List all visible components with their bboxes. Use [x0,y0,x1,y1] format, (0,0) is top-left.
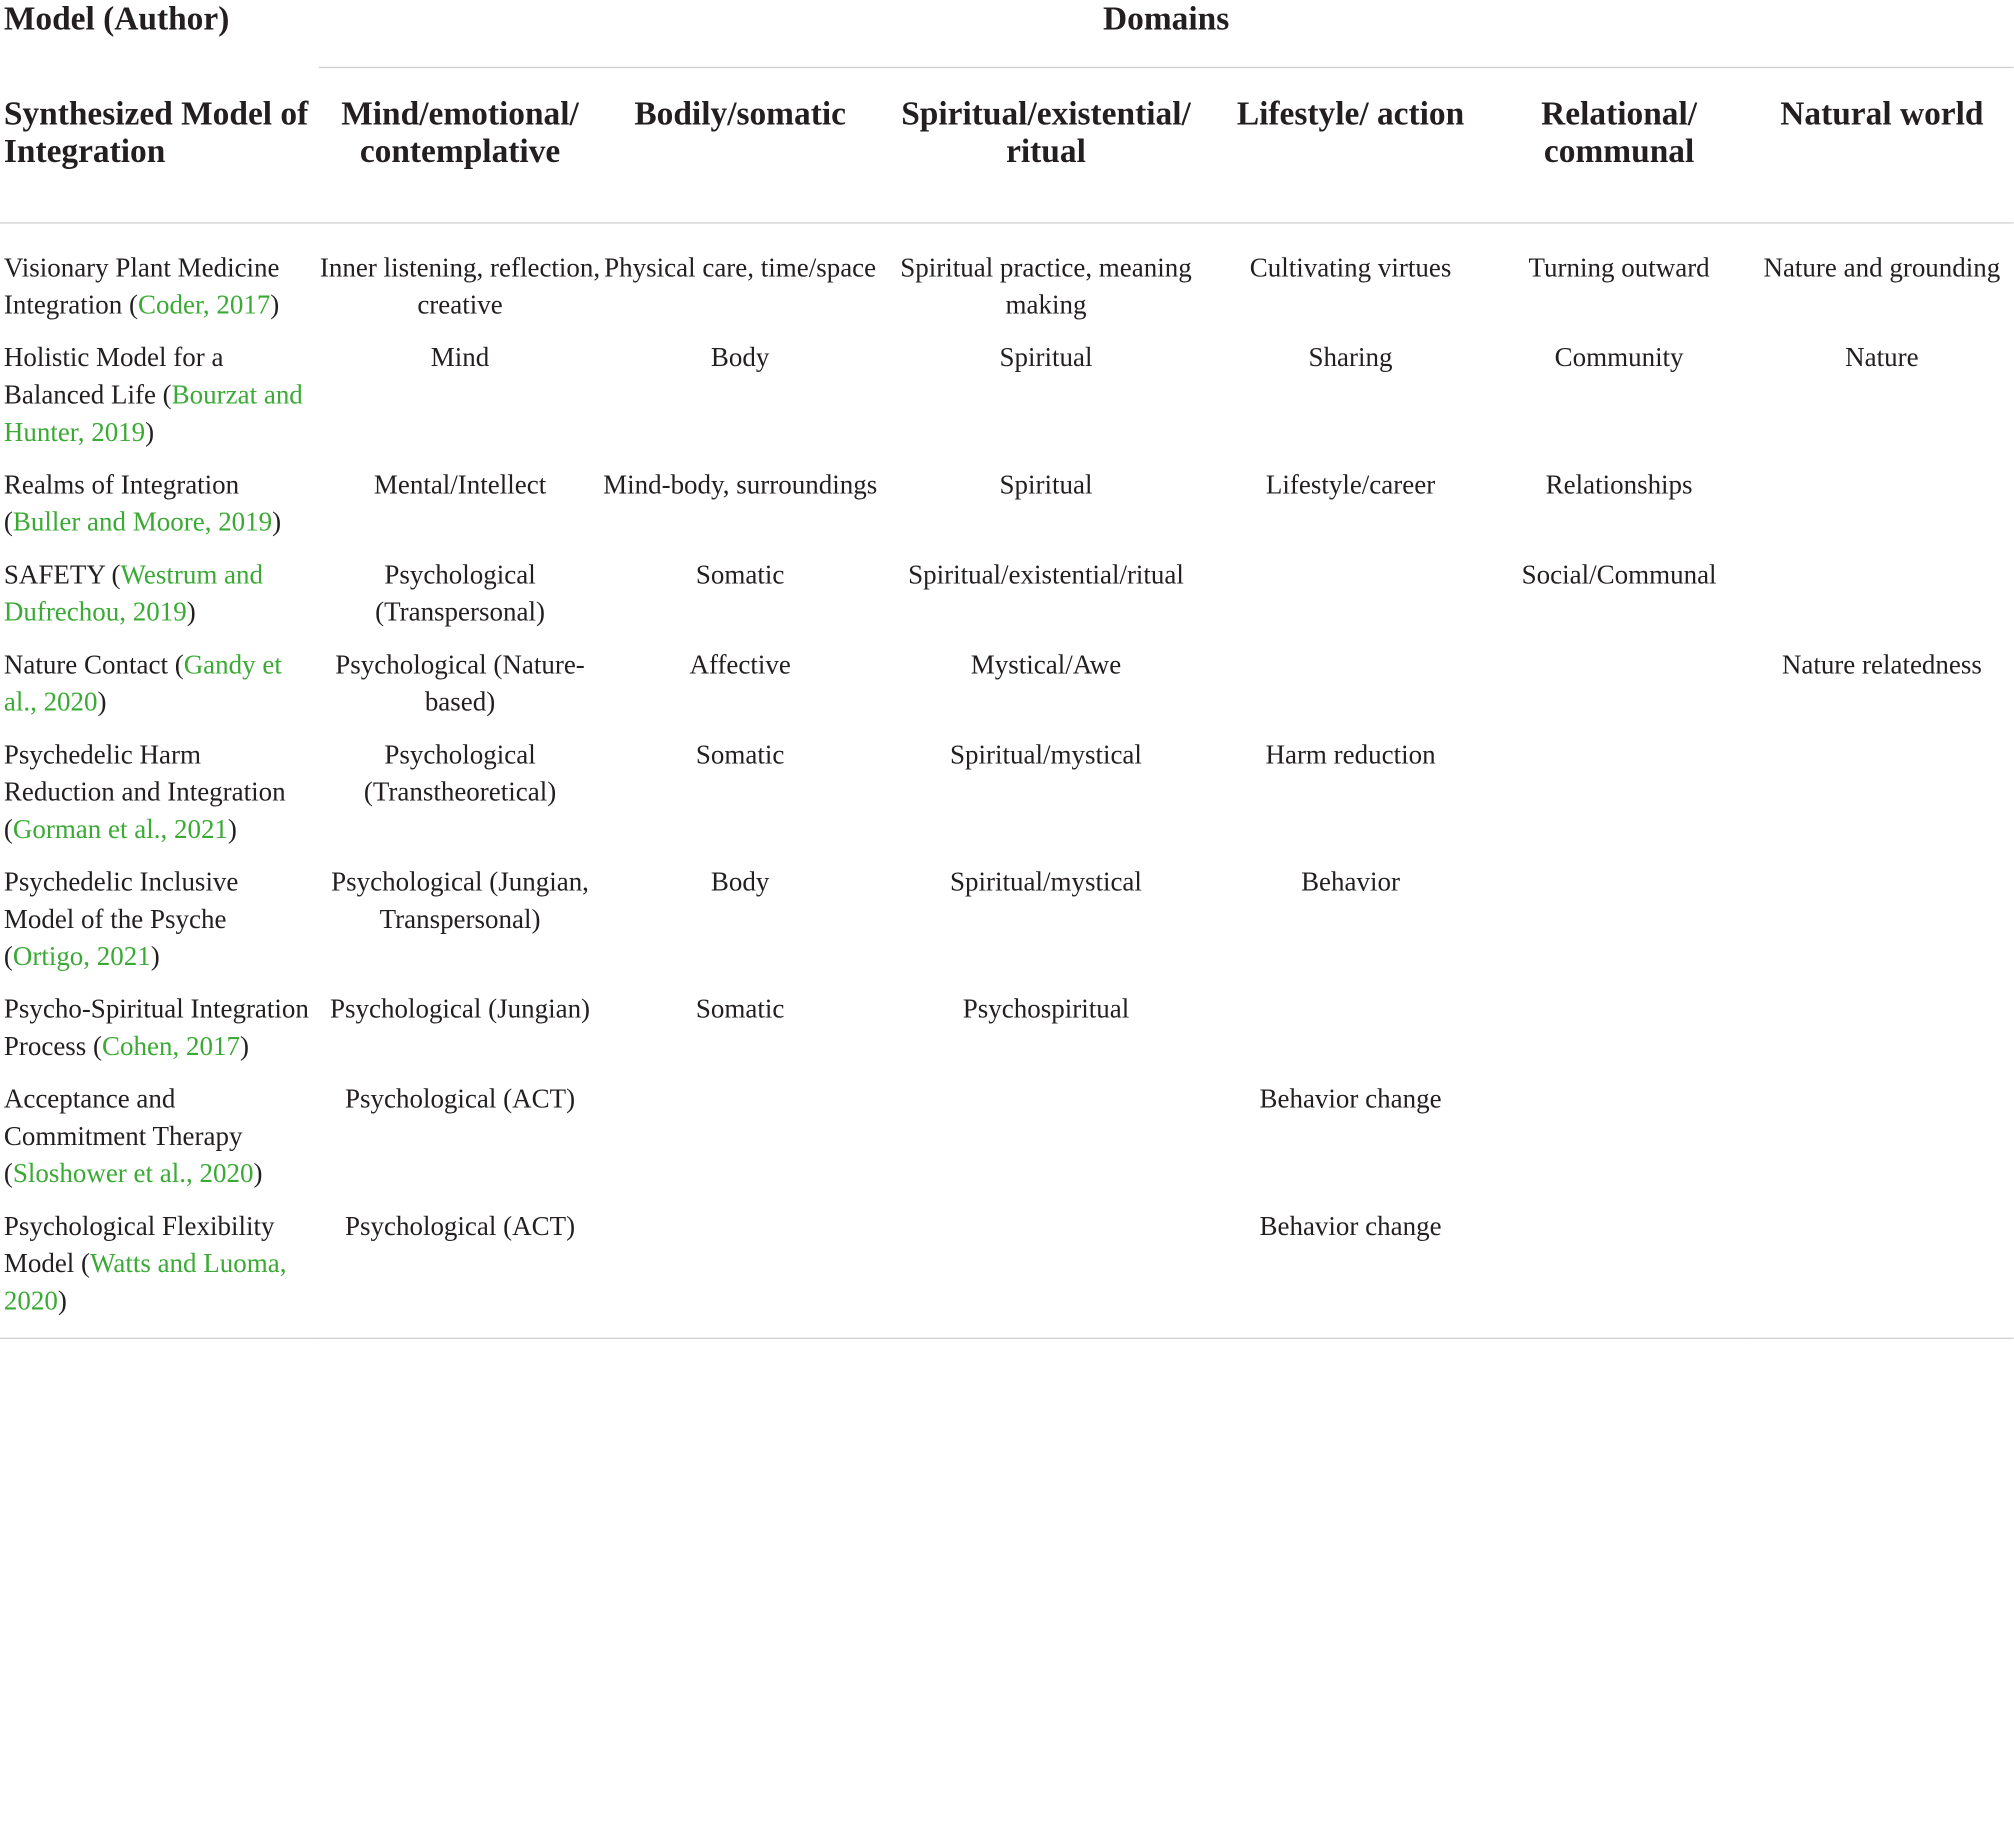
column-heading-relational: Relational/ communal [1488,67,1750,222]
cell-natural-world [1750,466,2013,556]
cell-mind: Psychological (ACT) [319,1208,602,1338]
citation-link[interactable]: Gorman et al., 2021 [12,813,228,845]
cell-spiritual [879,1208,1213,1338]
cell-natural-world [1750,991,2013,1081]
cell-relational: Social/Communal [1521,558,1717,590]
citation-link[interactable]: Bourzat and Hunter, 2019 [3,379,303,448]
cell-mind: Mental/Intellect [373,469,547,500]
cell-relational [1488,864,1750,991]
cell-lifestyle: Sharing [1308,341,1393,373]
model-name: SAFETY ( [3,558,121,590]
model-name: Realms of Integration ( [3,469,240,538]
cell-natural-world: Nature relatedness [1781,648,1982,680]
model-name-cell [0,736,319,863]
cell-spiritual: Psychospiritual [962,993,1130,1025]
cell-spiritual: Mystical/Awe [970,648,1122,680]
table-row [0,646,2014,736]
cell-spiritual: Spiritual/mystical [950,866,1142,897]
cell-bodily: Physical care, time/space [604,251,877,283]
cell-bodily: Somatic [695,738,785,770]
close-paren: ) [239,1030,249,1062]
cell-lifestyle: Behavior change [1213,1208,1488,1338]
cell-mind: Mind [430,341,490,373]
cell-natural-world [1750,1081,2013,1208]
model-name: Acceptance and Commitment Therapy ( [3,1083,243,1189]
cell-mind: Psychological (Jungian, Transpersonal) [331,866,589,935]
cell-relational [1488,1208,1750,1338]
table-row [0,1081,2014,1208]
table-row [0,339,2014,466]
cell-relational [1488,991,1750,1081]
table-header [0,0,2014,223]
cell-lifestyle: Lifestyle/career [1265,469,1436,500]
table-row [0,466,2014,556]
cell-bodily [601,1208,879,1338]
cell-lifestyle [1213,646,1488,736]
cell-bodily [601,1081,879,1208]
close-paren: ) [272,506,282,538]
cell-spiritual [879,1081,1213,1208]
model-name-cell [0,223,319,339]
model-name-cell [0,556,319,646]
model-name-cell [0,991,319,1081]
cell-relational [1488,646,1750,736]
close-paren: ) [227,813,237,845]
cell-relational: Relationships [1545,469,1693,500]
citation-link[interactable]: Gandy et al., 2020 [3,648,282,718]
cell-bodily: Body [710,866,770,897]
table-row [0,991,2014,1081]
cell-spiritual: Spiritual/mystical [950,738,1142,770]
citation-link[interactable]: Coder, 2017 [137,289,271,320]
model-name-cell [0,1208,319,1338]
cell-natural-world [1750,556,2013,646]
model-name: Psychedelic Harm Reduction and Integration ( [3,738,286,845]
column-heading-synthesized-model: Synthesized Model of Integration [0,67,319,222]
cell-relational: Community [1554,341,1684,373]
table-body [0,223,2014,1338]
cell-bodily: Body [710,341,770,373]
close-paren: ) [145,416,155,448]
citation-link[interactable]: Buller and Moore, 2019 [12,506,273,538]
cell-bodily: Mind-body, surroundings [603,469,878,500]
citation-link[interactable]: Ortigo, 2021 [12,940,151,972]
domains-heading: Domains [319,0,2014,67]
cell-bodily: Somatic [695,993,785,1025]
cell-relational [1488,736,1750,863]
citation-link[interactable]: Westrum and Dufrechou, 2019 [3,558,264,628]
close-paren: ) [97,686,107,718]
header-row-top [0,0,2014,67]
model-name-cell [0,864,319,991]
model-name: Psycho-Spiritual Integration Process ( [3,993,309,1062]
cell-bodily: Somatic [695,558,785,590]
cell-mind: Psychological (Jungian) [329,993,591,1025]
cell-spiritual: Spiritual/existential/ritual [908,558,1184,590]
citation-link[interactable]: Sloshower et al., 2020 [12,1157,254,1189]
cell-lifestyle: Behavior [1301,866,1400,897]
cell-lifestyle: Cultivating virtues [1249,251,1452,283]
table-row [0,864,2014,991]
model-name: Visionary Plant Medicine Integration ( [3,251,280,320]
model-name-cell [0,1081,319,1208]
cell-lifestyle: Behavior change [1259,1083,1442,1115]
table-row [0,556,2014,646]
model-name-cell [0,339,319,466]
column-heading-bodily: Bodily/somatic [601,67,879,222]
model-author-heading: Model (Author) [3,0,230,38]
cell-lifestyle: Harm reduction [1265,738,1436,770]
citation-link[interactable]: Cohen, 2017 [102,1030,240,1062]
column-heading-mind: Mind/emotional/ contemplative [319,67,602,222]
cell-mind: Psychological (Transtheoretical) [363,738,557,807]
cell-spiritual: Spiritual practice, meaning making [900,251,1192,320]
model-name-cell [0,646,319,736]
cell-natural-world [1750,864,2013,991]
model-name: Holistic Model for a Balanced Life ( [3,341,224,410]
cell-natural-world [1750,1208,2013,1338]
cell-lifestyle [1213,991,1488,1081]
cell-bodily: Affective [689,648,791,680]
cell-mind: Psychological (Transpersonal) [375,558,545,628]
cell-natural-world: Nature and grounding [1763,251,2001,283]
model-name: Psychological Flexibility Model ( [3,1210,275,1279]
model-name: Psychedelic Inclusive Model of the Psyche ( [3,866,239,972]
header-row-columns [0,67,2014,222]
model-name: Nature Contact ( [3,648,184,680]
cell-lifestyle [1213,556,1488,646]
cell-relational [1488,1081,1750,1208]
cell-spiritual: Spiritual [999,469,1093,500]
cell-relational: Turning outward [1528,251,1710,283]
close-paren: ) [270,289,280,320]
table-row [0,1208,2014,1338]
close-paren: ) [150,940,160,972]
close-paren: ) [57,1285,67,1316]
cell-spiritual: Spiritual [999,341,1093,373]
model-name-cell [0,466,319,556]
column-heading-lifestyle: Lifestyle/ action [1213,67,1488,222]
cell-natural-world [1750,736,2013,863]
cell-mind: Inner listening, reflection, creative [319,251,601,320]
citation-link[interactable]: Watts and Luoma, 2020 [3,1247,287,1316]
table-row [0,736,2014,863]
cell-natural-world: Nature [1845,341,1919,373]
cell-mind: Psychological (ACT) [344,1083,576,1115]
column-heading-spiritual: Spiritual/existential/ ritual [879,67,1213,222]
close-paren: ) [253,1157,263,1189]
close-paren: ) [186,596,196,628]
cell-mind: Psychological (Nature-based) [335,648,585,718]
column-heading-natural-world: Natural world [1750,67,2013,222]
table-row [0,223,2014,339]
